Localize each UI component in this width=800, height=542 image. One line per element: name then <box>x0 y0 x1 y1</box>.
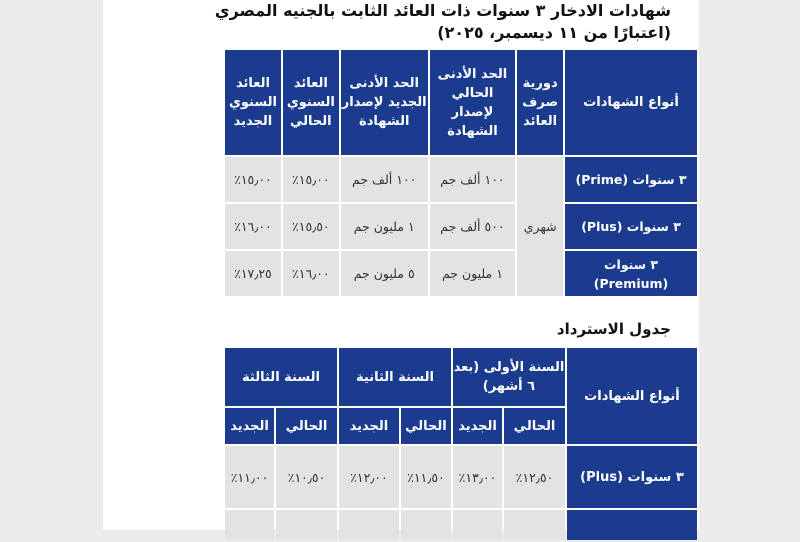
header-certificate-type: أنواع الشهادات <box>565 50 697 155</box>
year2-new-value: ١٢٫٠٠٪ <box>339 446 399 508</box>
table-header-row <box>225 348 697 406</box>
table-row <box>225 157 697 202</box>
redemption-table <box>223 346 699 542</box>
min-current-value: ٥٠٠ ألف جم <box>430 204 516 249</box>
table-row <box>225 204 697 249</box>
row-certificate-name: ٣ سنوات (Plus) <box>567 446 697 508</box>
rate-new-value: ١٧٫٢٥٪ <box>225 251 281 296</box>
min-new-value: ١ مليون جم <box>341 204 428 249</box>
table-header-row <box>225 50 697 155</box>
page-title: شهادات الادخار ٣ سنوات ذات العائد الثابت بالجنيه المصري <box>214 1 671 20</box>
header-year3: السنة الثالثة <box>225 348 337 406</box>
cell-partial <box>225 510 274 540</box>
year1-new-value: ١٣٫٠٠٪ <box>453 446 502 508</box>
table-row-partial <box>225 510 697 540</box>
table-row <box>225 251 697 296</box>
row-certificate-name: ٣ سنوات (Premium) <box>565 251 697 296</box>
header-year2-current: الحالي <box>401 408 451 444</box>
header-year1: السنة الأولى (بعد ٦ أشهر) <box>453 348 565 406</box>
year1-current-value: ١٢٫٥٠٪ <box>504 446 565 508</box>
header-rate-current: العائد السنوي الحالي <box>283 50 339 155</box>
row-certificate-name-partial <box>567 510 697 540</box>
cell-partial <box>339 510 399 540</box>
header-year3-current: الحالي <box>276 408 337 444</box>
year3-current-value: ١٠٫٥٠٪ <box>276 446 337 508</box>
min-new-value: ١٠٠ ألف جم <box>341 157 428 202</box>
header-year1-new: الجديد <box>453 408 502 444</box>
certificates-table <box>223 48 699 298</box>
rate-new-value: ١٥٫٠٠٪ <box>225 157 281 202</box>
header-year2: السنة الثانية <box>339 348 451 406</box>
rate-current-value: ١٦٫٠٠٪ <box>283 251 339 296</box>
header-year2-new: الجديد <box>339 408 399 444</box>
document-page <box>103 0 699 530</box>
header-rate-new: العائد السنوي الجديد <box>225 50 281 155</box>
cell-partial <box>453 510 502 540</box>
header-year1-current: الحالي <box>504 408 565 444</box>
cell-partial <box>504 510 565 540</box>
row-certificate-name: ٣ سنوات (Prime) <box>565 157 697 202</box>
header-min-new: الحد الأدنى الجديد لإصدار الشهادة <box>341 50 428 155</box>
rate-new-value: ١٦٫٠٠٪ <box>225 204 281 249</box>
header-year3-new: الجديد <box>225 408 274 444</box>
min-current-value: ١ مليون جم <box>430 251 516 296</box>
header-min-current: الحد الأدنى الحالي لإصدار الشهادة <box>430 50 516 155</box>
row-certificate-name: ٣ سنوات (Plus) <box>565 204 697 249</box>
payout-frequency-value: شهري <box>517 157 563 296</box>
page-subtitle: (اعتبارًا من ١١ ديسمبر، ٢٠٢٥) <box>437 23 671 42</box>
year2-current-value: ١١٫٥٠٪ <box>401 446 451 508</box>
min-new-value: ٥ مليون جم <box>341 251 428 296</box>
year3-new-value: ١١٫٠٠٪ <box>225 446 274 508</box>
header-certificate-type: أنواع الشهادات <box>567 348 697 444</box>
min-current-value: ١٠٠ ألف جم <box>430 157 516 202</box>
rate-current-value: ١٥٫٥٠٪ <box>283 204 339 249</box>
rate-current-value: ١٥٫٠٠٪ <box>283 157 339 202</box>
table-row <box>225 446 697 508</box>
cell-partial <box>276 510 337 540</box>
header-payout-frequency: دورية صرف العائد <box>517 50 563 155</box>
redemption-section-title: جدول الاسترداد <box>556 320 671 338</box>
cell-partial <box>401 510 451 540</box>
